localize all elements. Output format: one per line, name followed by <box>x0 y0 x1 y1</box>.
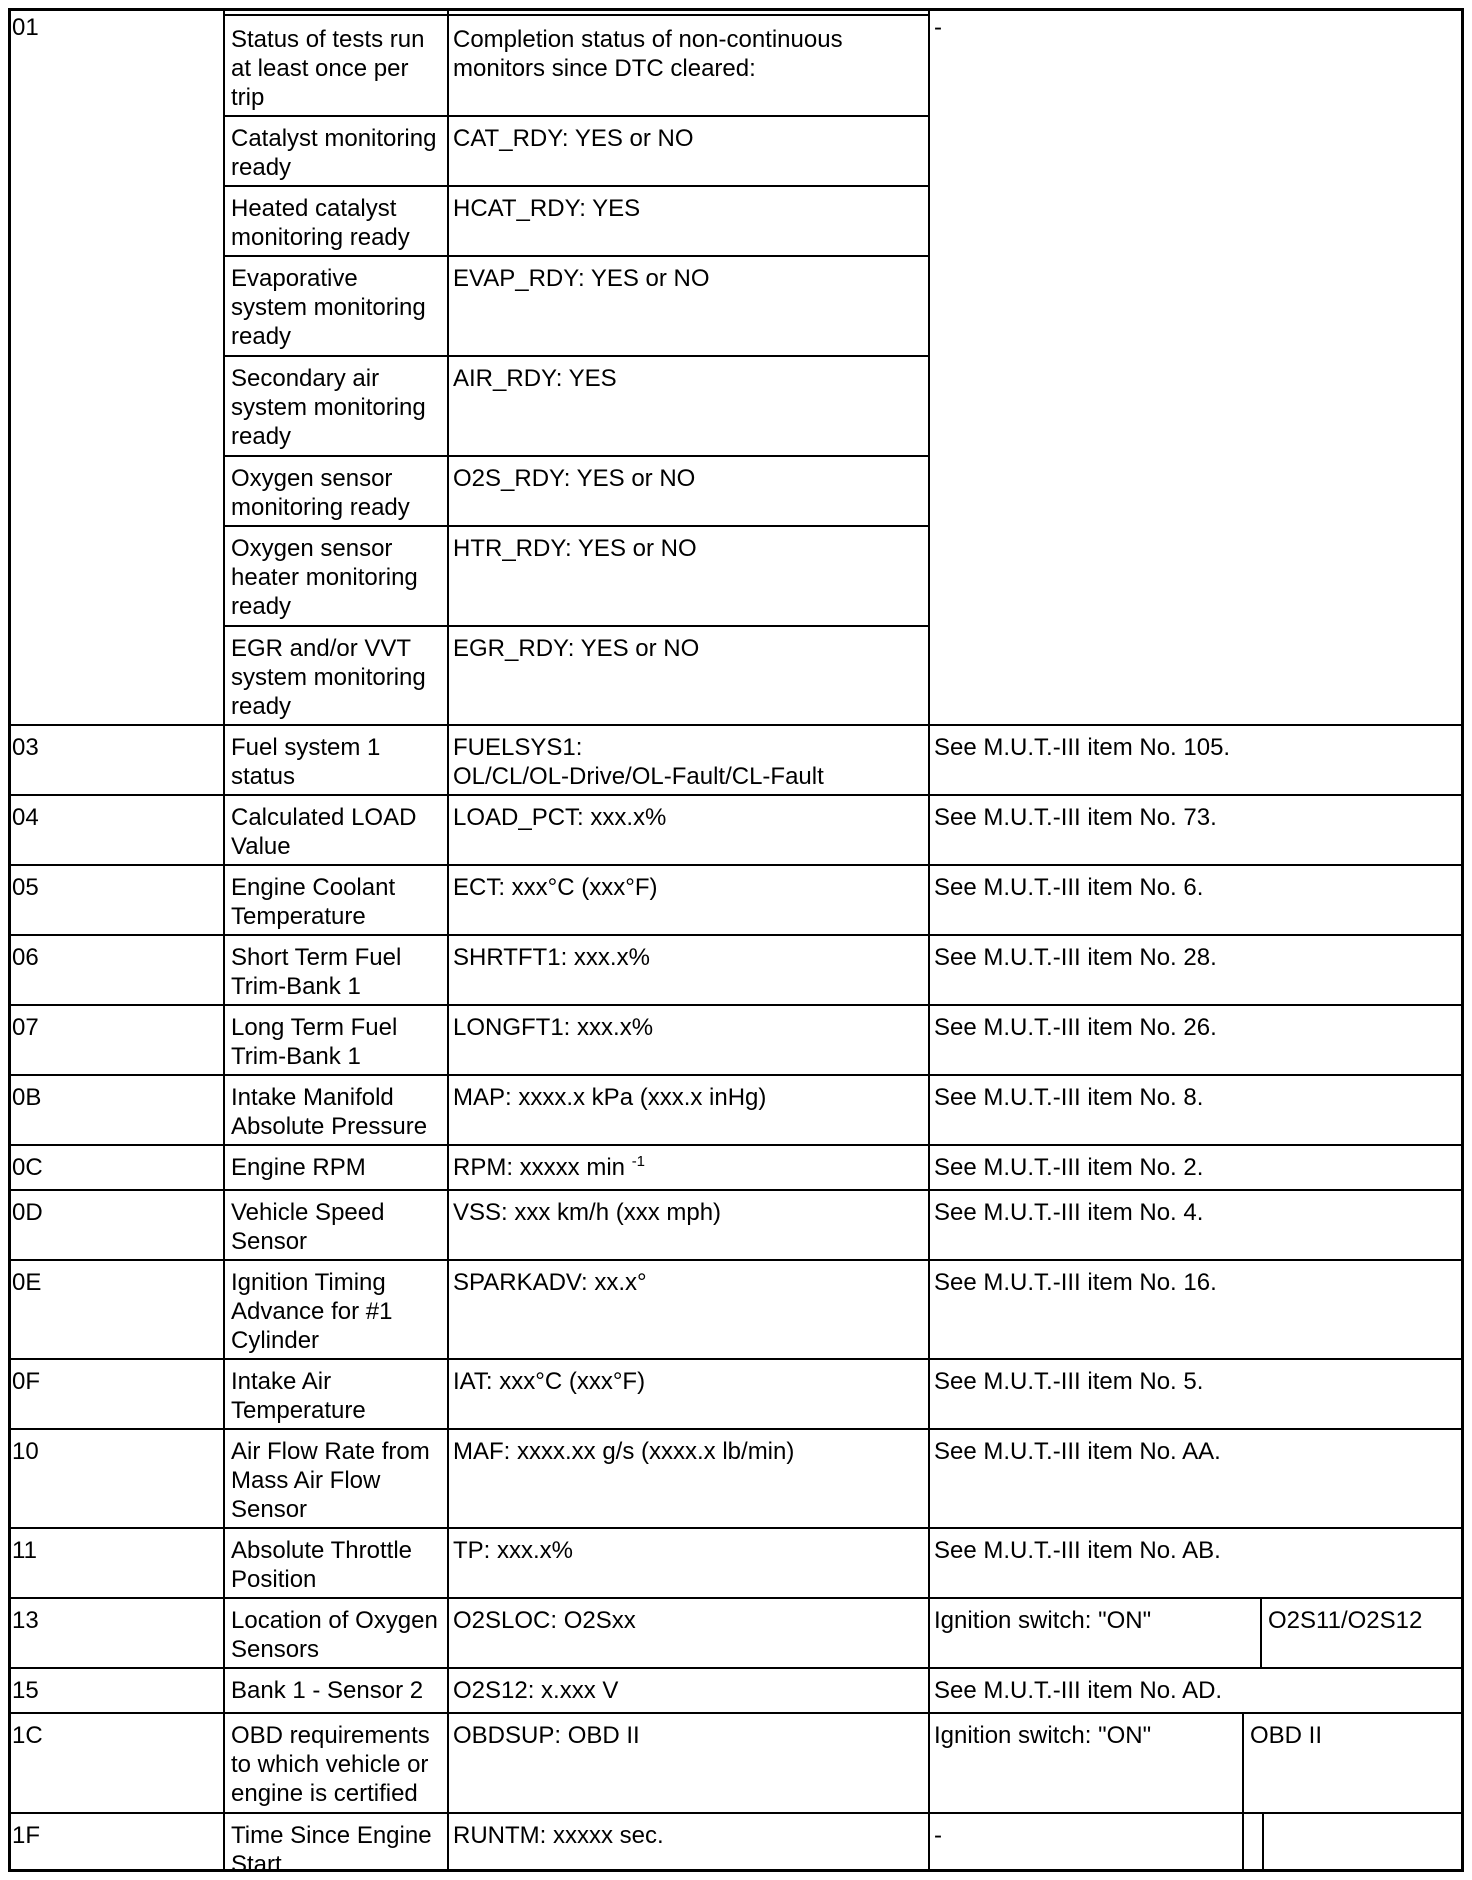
reference-cell: See M.U.T.-III item No. 5. <box>934 1368 1204 1395</box>
pid-cell: 0D <box>12 1199 43 1226</box>
row-divider <box>10 934 1462 936</box>
reference-cell: See M.U.T.-III item No. 16. <box>934 1269 1217 1296</box>
pid-cell: 07 <box>12 1014 39 1041</box>
col-divider-value <box>928 10 930 1870</box>
reference-cell: See M.U.T.-III item No. AA. <box>934 1438 1221 1465</box>
subrow-top-border <box>224 14 928 16</box>
row-divider <box>10 1712 1462 1714</box>
value-cell: CAT_RDY: YES or NO <box>453 125 694 152</box>
pid-cell: 04 <box>12 804 39 831</box>
item-cell: Engine Coolant Temperature <box>231 874 396 930</box>
value-cell: HCAT_RDY: YES <box>453 195 641 222</box>
value-cell: RPM: xxxxx min $^{-1}$ <box>453 1153 646 1181</box>
value-cell: O2S_RDY: YES or NO <box>453 465 696 492</box>
subrow-divider <box>224 115 928 117</box>
pid-cell: 01 <box>12 14 39 41</box>
reference-cell: See M.U.T.-III item No. 8. <box>934 1084 1204 1111</box>
item-cell: Evaporative system monitoring ready <box>231 265 426 350</box>
item-cell: Oxygen sensor monitoring ready <box>231 465 410 521</box>
row-divider <box>10 1428 1462 1430</box>
item-cell: Fuel system 1 status <box>231 734 381 790</box>
reference-cell: See M.U.T.-III item No. AD. <box>934 1677 1223 1704</box>
pid-cell: 15 <box>12 1677 39 1704</box>
item-cell: Absolute Throttle Position <box>231 1537 412 1593</box>
pid-cell: 03 <box>12 734 39 761</box>
value-cell: IAT: xxx°C (xxx°F) <box>453 1368 646 1395</box>
table-frame <box>8 8 1464 1872</box>
pid-cell: 1C <box>12 1722 43 1749</box>
value-cell: LOAD_PCT: xxx.x% <box>453 804 667 831</box>
pid-cell: 05 <box>12 874 39 901</box>
reference-cell: See M.U.T.-III item No. 73. <box>934 804 1217 831</box>
item-cell: Heated catalyst monitoring ready <box>231 195 410 251</box>
subrow-divider <box>224 355 928 357</box>
condition-cell: Ignition switch: "ON" <box>934 1722 1152 1749</box>
value-cell: SHRTFT1: xxx.x% <box>453 944 650 971</box>
reference-cell: See M.U.T.-III item No. 26. <box>934 1014 1217 1041</box>
pid-cell: 1F <box>12 1822 41 1849</box>
row-divider <box>10 1189 1462 1191</box>
item-cell: Air Flow Rate from Mass Air Flow Sensor <box>231 1438 430 1523</box>
item-cell: Vehicle Speed Sensor <box>231 1199 385 1255</box>
item-cell: Calculated LOAD Value <box>231 804 417 860</box>
value-cell: Completion status of non-continuous monitors since DTC cleared: <box>453 26 843 82</box>
item-cell: Ignition Timing Advance for #1 Cylinder <box>231 1269 393 1354</box>
subrow-divider <box>224 525 928 527</box>
pid-cell: 13 <box>12 1607 39 1634</box>
row-divider <box>10 864 1462 866</box>
item-cell: EGR and/or VVT system monitoring ready <box>231 635 426 720</box>
reference-cell: See M.U.T.-III item No. 2. <box>934 1154 1204 1181</box>
item-cell: Intake Air Temperature <box>231 1368 366 1424</box>
value-cell: HTR_RDY: YES or NO <box>453 535 697 562</box>
row-divider <box>10 1812 1462 1814</box>
item-cell: Location of Oxygen Sensors <box>231 1607 438 1663</box>
item-cell: OBD requirements to which vehicle or engine is certified <box>231 1722 430 1807</box>
reference-cell: See M.U.T.-III item No. 105. <box>934 734 1231 761</box>
pid-cell: 06 <box>12 944 39 971</box>
pid-cell: 11 <box>12 1537 37 1564</box>
value-cell: AIR_RDY: YES <box>453 365 617 392</box>
item-cell: Intake Manifold Absolute Pressure <box>231 1084 428 1140</box>
item-cell: Bank 1 - Sensor 2 <box>231 1677 424 1704</box>
item-cell: Catalyst monitoring ready <box>231 125 437 181</box>
value-cell: TP: xxx.x% <box>453 1537 574 1564</box>
value-cell: O2S12: x.xxx V <box>453 1677 619 1704</box>
item-cell: Short Term Fuel Trim-Bank 1 <box>231 944 402 1000</box>
item-cell: Time Since Engine Start <box>231 1822 432 1878</box>
col-divider-pid <box>223 10 225 1870</box>
condition-cell: - <box>934 1822 942 1849</box>
value-cell: MAP: xxxx.x kPa (xxx.x inHg) <box>453 1084 767 1111</box>
pid-cell: 0F <box>12 1368 41 1395</box>
reference-cell: See M.U.T.-III item No. 6. <box>934 874 1204 901</box>
subrow-divider <box>224 625 928 627</box>
pid-cell: 10 <box>12 1438 39 1465</box>
subrow-divider <box>224 185 928 187</box>
row-divider <box>10 724 1462 726</box>
col-divider-item <box>447 10 449 1870</box>
cell-divider-spec <box>1242 1713 1244 1870</box>
row-divider <box>10 1144 1462 1146</box>
item-cell: Secondary air system monitoring ready <box>231 365 426 450</box>
value-cell: SPARKADV: xx.x° <box>453 1269 647 1296</box>
reference-cell: See M.U.T.-III item No. AB. <box>934 1537 1221 1564</box>
superscript-exponent: -1 <box>631 1153 646 1170</box>
cell-divider-extra <box>1262 1813 1264 1870</box>
subrow-divider <box>224 455 928 457</box>
value-cell: MAF: xxxx.xx g/s (xxxx.x lb/min) <box>453 1438 795 1465</box>
reference-cell: See M.U.T.-III item No. 4. <box>934 1199 1204 1226</box>
item-cell: Engine RPM <box>231 1154 366 1181</box>
reference-cell: See M.U.T.-III item No. 28. <box>934 944 1217 971</box>
value-cell: O2SLOC: O2Sxx <box>453 1607 636 1634</box>
pid-cell: 0C <box>12 1154 43 1181</box>
pid-cell: 0B <box>12 1084 42 1111</box>
row-divider <box>10 1259 1462 1261</box>
row-divider <box>10 1074 1462 1076</box>
item-cell: Long Term Fuel Trim-Bank 1 <box>231 1014 398 1070</box>
pid-cell: 0E <box>12 1269 42 1296</box>
row-divider <box>10 1358 1462 1360</box>
value-cell: EGR_RDY: YES or NO <box>453 635 700 662</box>
subrow-divider <box>224 255 928 257</box>
value-cell: EVAP_RDY: YES or NO <box>453 265 710 292</box>
row-divider <box>10 1004 1462 1006</box>
spec-cell: O2S11/O2S12 <box>1268 1607 1423 1634</box>
value-cell: FUELSYS1: OL/CL/OL-Drive/OL-Fault/CL-Fault <box>453 734 824 790</box>
value-cell: ECT: xxx°C (xxx°F) <box>453 874 658 901</box>
value-cell: VSS: xxx km/h (xxx mph) <box>453 1199 722 1226</box>
value-cell: OBDSUP: OBD II <box>453 1722 640 1749</box>
range-cell: - <box>934 14 942 41</box>
row-divider <box>10 1527 1462 1529</box>
row-divider <box>10 794 1462 796</box>
row-divider <box>10 1597 1462 1599</box>
row-divider <box>10 1667 1462 1669</box>
item-cell: Oxygen sensor heater monitoring ready <box>231 535 418 620</box>
value-cell: RUNTM: xxxxx sec. <box>453 1822 664 1849</box>
value-cell: LONGFT1: xxx.x% <box>453 1014 654 1041</box>
condition-cell: Ignition switch: "ON" <box>934 1607 1152 1634</box>
item-cell: Status of tests run at least once per trip <box>231 26 425 111</box>
cell-divider-spec <box>1260 1598 1262 1667</box>
spec-cell: OBD II <box>1250 1722 1323 1749</box>
